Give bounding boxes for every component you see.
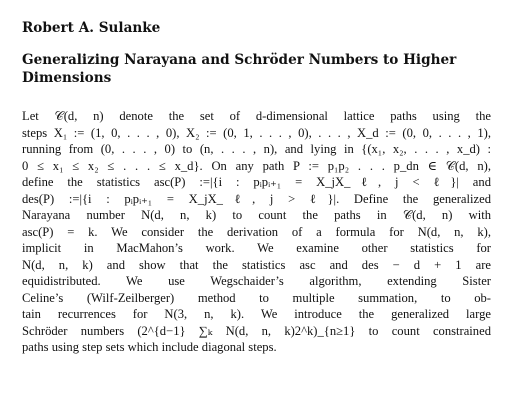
abstract-line: Schröder numbers (2^{d−1} ∑ₖ N(d, n, k)2^k)_{n≥1} to count constrained — [22, 323, 491, 338]
abstract-line: implicit in MacMahon’s work. We examine other statistics for — [22, 241, 491, 255]
paper-title: Generalizing Narayana and Schröder Numbers to Higher Dimensions — [22, 52, 457, 86]
abstract-line: define the statistics asc(P) :=|{i : pᵢpᵢ₊₁ = X_jX_ℓ, j < ℓ}| and — [22, 175, 491, 189]
abstract-line: equidistributed. We use Wegschaider’s algorithm, extending Sister — [22, 274, 491, 288]
abstract-line: running from (0, . . . , 0) to (n, . . . , n), and lying in {(x₁, x₂, . . . , x_d) : — [22, 142, 491, 156]
abstract-line: Narayana number N(d, n, k) to count the paths in 𝒞(d, n) with — [22, 208, 491, 222]
abstract-line: 0 ≤ x₁ ≤ x₂ ≤ . . . ≤ x_d}. On any path P := p₁p₂ . . . p_dn ∈ 𝒞(d, n), — [22, 158, 491, 173]
abstract-line: paths using step sets which include diagonal steps. — [22, 340, 277, 354]
abstract-line: Let 𝒞(d, n) denote the set of d-dimensional lattice paths using the — [22, 109, 491, 123]
abstract-line: Celine’s (Wilf-Zeilberger) method to multiple summation, to ob- — [22, 290, 491, 305]
abstract-line: N(d, n, k) and show that the statistics asc and des − d + 1 are — [22, 257, 491, 272]
author-name: Robert A. Sulanke — [22, 20, 161, 36]
abstract — [22, 108, 491, 356]
abstract-line: asc(P) = k. We consider the derivation of a formula for N(d, n, k), — [22, 224, 491, 239]
abstract-line: steps X₁ := (1, 0, . . . , 0), X₂ := (0, 1, . . . , 0), . . . , X_d := (0, 0, . . . , 1), — [22, 125, 491, 140]
abstract-line: des(P) :=|{i : pᵢpᵢ₊₁ = X_jX_ℓ, j > ℓ}|. Define the generalized — [22, 191, 491, 206]
abstract-line: tain recurrences for N(3, n, k). We introduce the generalized large — [22, 307, 491, 321]
